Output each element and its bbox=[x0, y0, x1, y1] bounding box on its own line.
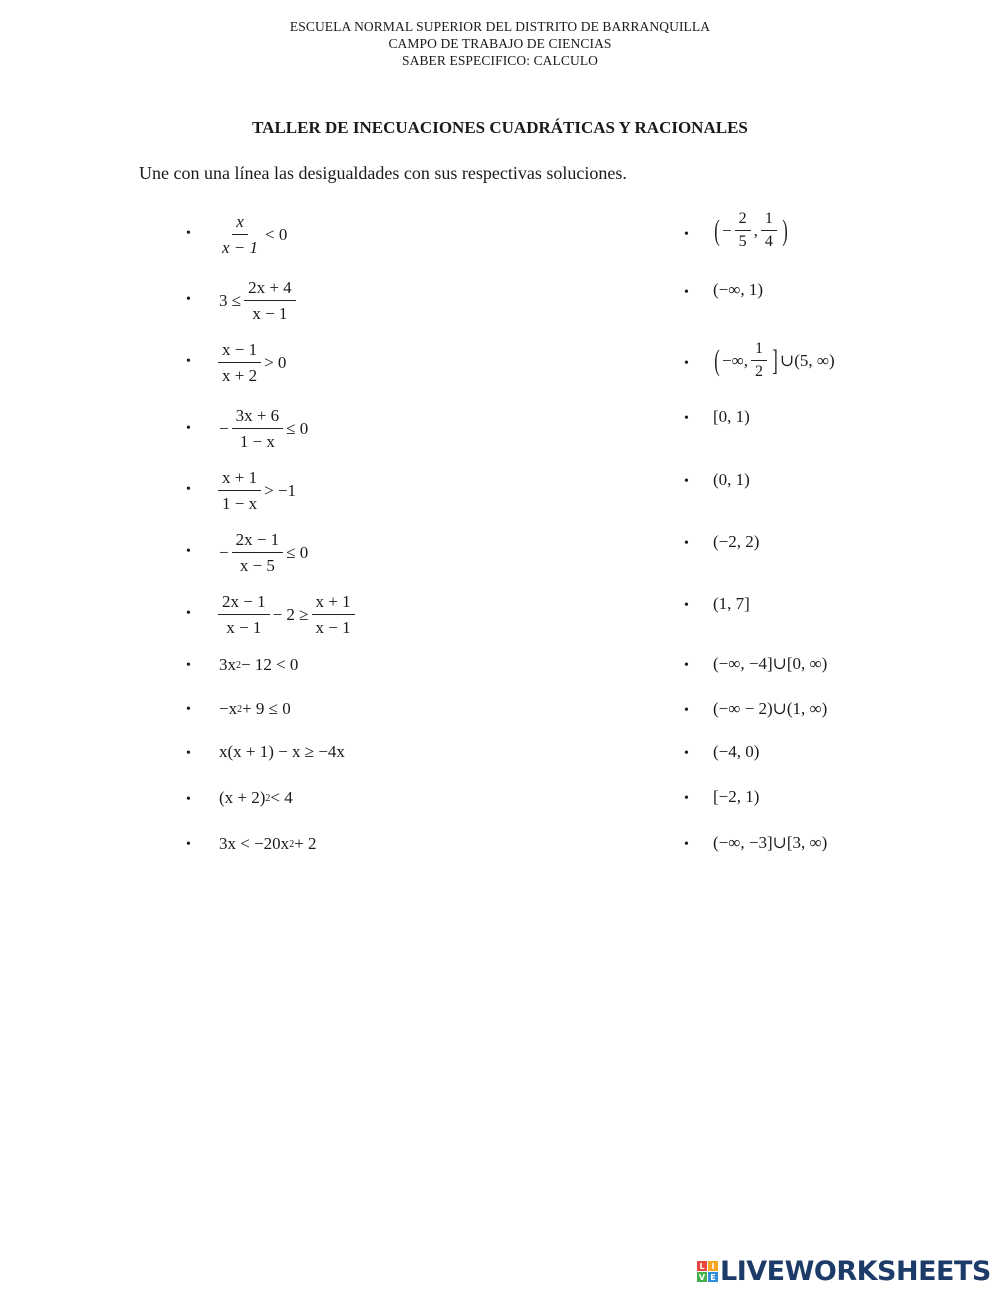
bullet: • bbox=[186, 658, 191, 673]
header-line-2: CAMPO DE TRABAJO DE CIENCIAS bbox=[388, 36, 612, 51]
inequality-2: 3 ≤ $\frac{2x + 4}{x - 1}$ bbox=[219, 277, 299, 324]
inequality-11: (x + 2) 2 < 4 bbox=[219, 788, 293, 807]
inequality-1: $\frac{x}{x - 1}$ < 0 bbox=[222, 212, 288, 257]
liveworksheets-logo bbox=[697, 1256, 991, 1287]
bullet: • bbox=[684, 837, 689, 852]
inequality-10: x(x + 1) − x ≥ −4x bbox=[219, 742, 345, 761]
bullet: • bbox=[186, 606, 191, 621]
bullet: • bbox=[186, 792, 191, 807]
bullet: • bbox=[684, 227, 689, 242]
inequality-9: −x 2 + 9 ≤ 0 bbox=[219, 699, 291, 718]
solution-5: (0, 1) bbox=[713, 470, 750, 489]
solution-2: (−∞, 1) bbox=[713, 280, 764, 299]
logo-block: V bbox=[698, 1272, 706, 1282]
solution-6: (−2, 2) bbox=[713, 532, 760, 551]
logo-block: L bbox=[697, 1261, 707, 1271]
logo-block: E bbox=[708, 1272, 718, 1282]
bullet: • bbox=[684, 536, 689, 551]
inequality-3: $\frac{x - 1}{x + 2}$ > 0 bbox=[215, 339, 286, 386]
bullet: • bbox=[684, 791, 689, 806]
header-line-3: SABER ESPECIFICO: CALCULO bbox=[401, 53, 599, 68]
solution-10: (−4, 0) bbox=[713, 742, 760, 761]
logo-text: LIVEWORKSHEETS bbox=[720, 1256, 991, 1287]
bullet: • bbox=[684, 474, 689, 489]
bullet: • bbox=[186, 746, 191, 761]
page-title: TALLER DE INECUACIONES CUADRÁTICAS Y RACIONALES bbox=[252, 118, 748, 137]
bullet: • bbox=[186, 544, 191, 559]
solution-11: [−2, 1) bbox=[713, 787, 760, 806]
bullet: • bbox=[684, 285, 689, 300]
bullet: • bbox=[186, 421, 191, 436]
school-header bbox=[0, 18, 1000, 69]
bullet: • bbox=[186, 354, 191, 369]
header-line-1: ESCUELA NORMAL SUPERIOR DEL DISTRITO DE BARRANQUILLA bbox=[289, 19, 711, 34]
logo-block: I bbox=[708, 1261, 718, 1271]
inequality-6: − $\frac{2x - 1}{x - 5}$ ≤ 0 bbox=[219, 530, 309, 575]
instruction: Une con una línea las desigualdades con sus respectivas soluciones. bbox=[139, 163, 627, 183]
solution-4: [0, 1) bbox=[713, 407, 750, 426]
bullet: • bbox=[186, 482, 191, 497]
inequality-4: − $\frac{3x + 6}{1 - x}$ ≤ 0 bbox=[219, 406, 309, 451]
bullet: • bbox=[684, 658, 689, 673]
bullet: • bbox=[186, 292, 191, 307]
bullet: • bbox=[684, 356, 689, 371]
bullet: • bbox=[684, 703, 689, 718]
inequality-12: 3x < −20x 2 + 2 bbox=[219, 834, 317, 853]
bullet: • bbox=[186, 837, 191, 852]
solution-3: ( −∞, $\frac{1}{2}$ ] ∪(5, ∞) bbox=[714, 340, 835, 380]
solution-8: (−∞, −4]∪[0, ∞) bbox=[713, 654, 828, 673]
bullet: • bbox=[186, 702, 191, 717]
bullet: • bbox=[186, 226, 191, 241]
solution-12: (−∞, −3]∪[3, ∞) bbox=[713, 833, 828, 852]
bullet: • bbox=[684, 746, 689, 761]
logo-blocks-icon bbox=[697, 1261, 718, 1282]
solution-7: (1, 7] bbox=[713, 594, 750, 613]
bullet: • bbox=[684, 411, 689, 426]
inequality-5: $\frac{x + 1}{1 - x}$ > −1 bbox=[215, 467, 296, 514]
inequality-7: $\frac{2x - 1}{x - 1}$ − 2 ≥ $\frac{x + 1}{x - 1}$ bbox=[215, 591, 358, 638]
bullet: • bbox=[684, 598, 689, 613]
inequality-8: 3x 2 − 12 < 0 bbox=[219, 655, 299, 674]
solution-9: (−∞ − 2)∪(1, ∞) bbox=[713, 699, 828, 718]
solution-1: ( − $\frac{2}{5}$ , $\frac{1}{4}$ ) bbox=[714, 210, 788, 250]
